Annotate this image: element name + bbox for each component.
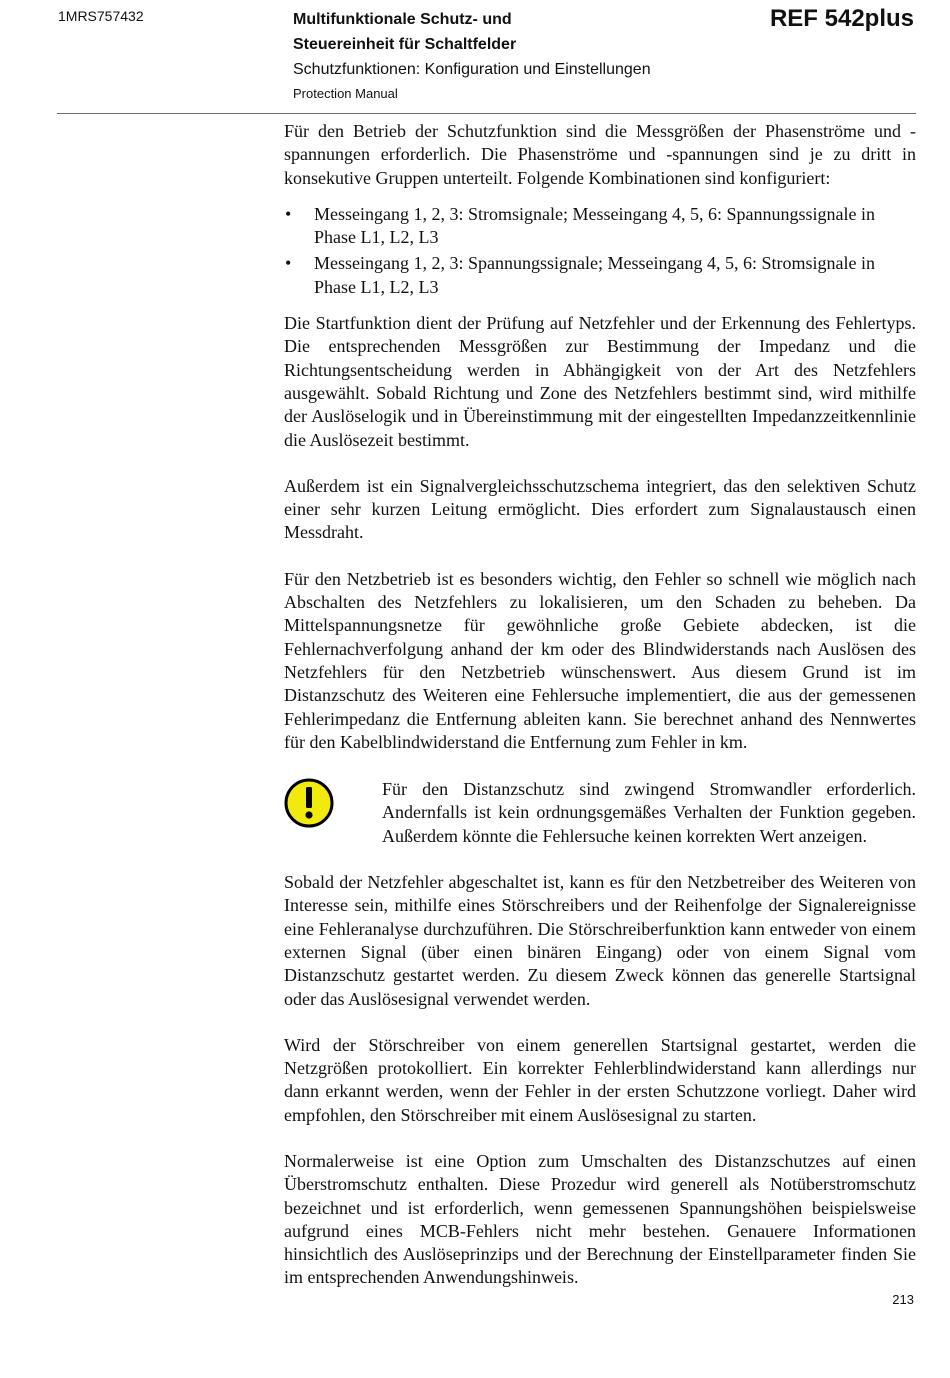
warning-note	[284, 778, 916, 848]
paragraph-fault-location: Für den Netzbetrieb ist es besonders wichtig, den Fehler so schnell wie möglich nach Abschalten des Netzfehlers zu lokalisieren, um den Schaden zu beheben. Da Mittelspannungsnetze für gewöhnliche große Gebiete abdecken, ist die Fehlernachverfolgung anhand der km oder des Blindwiderstands nach Auslösen des Netzfehlers für den Netzbetrieb wünschenswert. Aus diesem Grund ist im Distanzschutz des Weiteren eine Fehlersuche implementiert, die aus der gemessenen Fehlerimpedanz die Entfernung ableiten kann. Sie berechnet anhand des Nennwertes für den Kabelblindwiderstand die Entfernung zum Fehler in km.	[284, 568, 916, 752]
paragraph-signal-comparison: Außerdem ist ein Signalvergleichsschutzschema integriert, das den selektiven Schutz einer sehr kurzen Leitung ermöglicht. Dies erfordert zum Signalaustausch einen Messdraht.	[284, 475, 916, 543]
product-name: REF 542plus	[769, 5, 914, 32]
list-item	[284, 252, 916, 299]
header-title-line1: Multifunktionale Schutz- und	[293, 11, 512, 28]
paragraph-disturbance-recorder: Sobald der Netzfehler abgeschaltet ist, kann es für den Netzbetreiber des Weiteren von Interesse sein, mithilfe eines Störschreibers und der Reihenfolge der Signalereignisse eine Fehleranalyse durchzuführen. Die Störschreiberfunktion kann entweder von einem externen Signal (über einen binären Eingang) oder von einem Signal vom Distanzschutz gestartet werden. Zu diesem Zweck können das generelle Startsignal oder das Auslösesignal verwendet werden.	[284, 872, 916, 1009]
warning-exclamation-icon	[284, 778, 382, 848]
page-number: 213	[892, 1292, 914, 1307]
paragraph-start-function: Die Startfunktion dient der Prüfung auf Netzfehler und der Erkennung des Fehlertyps. Die entsprechenden Messgrößen zur Bestimmung der Impedanz und die Richtungsentscheidung werden in Abhängigkeit von der Art des Netzfehlers ausgewählt. Sobald Richtung und Zone des Netzfehlers bestimmt sind, wird mithilfe der Auslöselogik und in Übereinstimmung mit der eingestellten Impedanzzeitkennlinie die Auslösezeit bestimmt.	[284, 313, 916, 450]
header-title-line2: Steuereinheit für Schaltfelder	[293, 36, 517, 53]
header-manual-name: Protection Manual	[293, 86, 398, 101]
paragraph-intro: Für den Betrieb der Schutzfunktion sind die Messgrößen der Phasenströme und -spannungen erforderlich. Die Phasenströme und -spannungen sind je zu dritt in konsekutive Gruppen unterteilt. Folgende Kombinationen sind konfiguriert:	[284, 121, 916, 188]
warning-note-text: Für den Distanzschutz sind zwingend Stromwandler erforderlich. Andernfalls ist kein ordnungsgemäßes Verhalten der Funktion gegeben. Außerdem könnte die Fehlersuche keinen korrekten Wert anzeigen.	[382, 779, 916, 846]
header-block	[293, 7, 733, 105]
list-item-text: Messeingang 1, 2, 3: Spannungssignale; Messeingang 4, 5, 6: Stromsignale in Phase L1, L2, L3	[314, 253, 875, 297]
combination-list	[284, 203, 916, 299]
paragraph-overcurrent-fallback: Normalerweise ist eine Option zum Umschalten des Distanzschutzes auf einen Überstromschutz enthalten. Diese Prozedur wird generell als Notüberstromschutz bezeichnet und ist erforderlich, wenn gemessenen Spannungshöhen beispielsweise aufgrund eines MCB-Fehlers nicht mehr bestehen. Genauere Informationen hinsichtlich des Auslöseprinzips und der Berechnung der Einstellparameter finden Sie im entsprechenden Anwendungshinweis.	[284, 1150, 916, 1288]
header-subtitle: Schutzfunktionen: Konfiguration und Einstellungen	[293, 61, 651, 78]
main-content	[284, 120, 916, 1290]
header-divider	[57, 113, 916, 114]
list-item	[284, 203, 916, 250]
document-id: 1MRS757432	[58, 8, 144, 24]
bullet-icon: •	[285, 203, 292, 224]
bullet-icon: •	[285, 253, 292, 274]
list-item-text: Messeingang 1, 2, 3: Stromsignale; Messeingang 4, 5, 6: Spannungssignale in Phase L1, L2, L3	[314, 203, 875, 248]
paragraph-recorder-start: Wird der Störschreiber von einem generellen Startsignal gestartet, werden die Netzgrößen protokolliert. Ein korrekter Fehlerblindwiderstand kann allerdings nur dann erkannt werden, wenn der Fehler in der ersten Schutzzone vorliegt. Daher wird empfohlen, den Störschreiber mit einem Auslösesignal zu starten.	[284, 1034, 916, 1125]
